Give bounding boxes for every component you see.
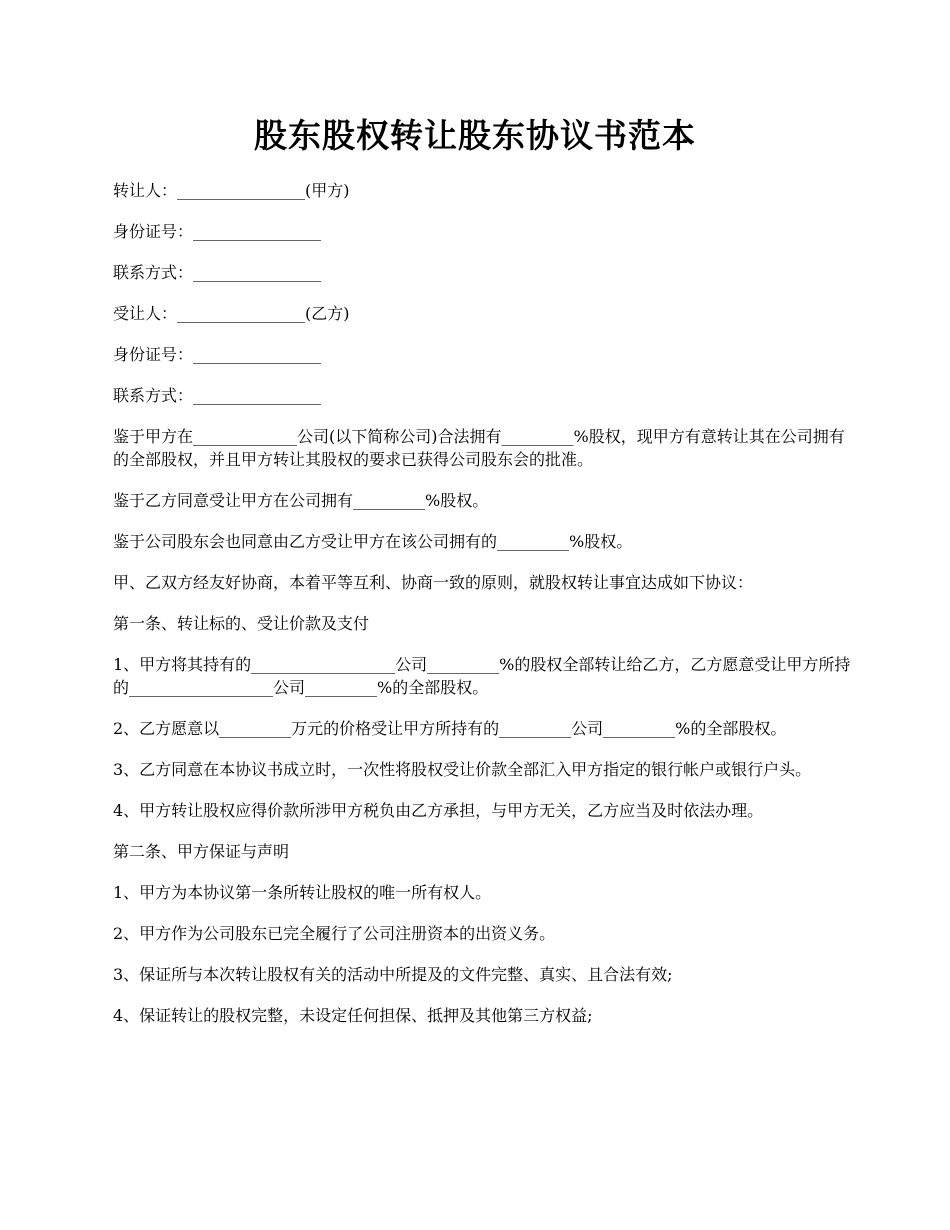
transferee-contact-line: 联系方式：________________ [113,386,322,405]
clause-paragraph: 3、保证所与本次转让股权有关的活动中所提及的文件完整、真实、且合法有效; [113,965,673,984]
transferee-id-line: 身份证号：________________ [113,345,322,364]
clause-paragraph: 3、乙方同意在本协议书成立时，一次性将股权受让价款全部汇入甲方指定的银行帐户或银行户头。 [113,760,812,779]
article-heading: 第一条、转让标的、受让价款及支付 [113,614,370,633]
recital-paragraph: 鉴于甲方在_____________公司(以下简称公司)合法拥有_________%股权，现甲方有意转让其在公司拥有的全部股权，并且甲方转让其股权的要求已获得公司股东会的批准。 [113,427,845,469]
recital-paragraph: 鉴于公司股东会也同意由乙方受让甲方在该公司拥有的_________%股权。 [113,532,633,551]
clause-paragraph: 1、甲方为本协议第一条所转让股权的唯一所有权人。 [113,883,492,902]
transferor-line: 转让人：________________(甲方) [113,181,350,200]
transferor-contact-line: 联系方式：________________ [113,263,322,282]
transferor-id-line: 身份证号：________________ [113,222,322,241]
document-body [113,179,851,1045]
clause-paragraph: 4、甲方转让股权应得价款所涉甲方税负由乙方承担，与甲方无关，乙方应当及时依法办理。 [113,801,764,820]
agreement-intro: 甲、乙双方经友好协商，本着平等互利、协商一致的原则，就股权转让事宜达成如下协议： [113,573,754,592]
clause-paragraph: 2、甲方作为公司股东已完全履行了公司注册资本的出资义务。 [113,924,556,943]
article-heading: 第二条、甲方保证与声明 [113,842,290,861]
clause-paragraph: 2、乙方愿意以_________万元的价格受让甲方所持有的_________公司_________%的全部股权。 [113,719,787,738]
clause-paragraph: 4、保证转让的股权完整，未设定任何担保、抵押及其他第三方权益; [113,1006,593,1025]
transferee-line: 受让人：________________(乙方) [113,304,350,323]
clause-paragraph: 1、甲方将其持有的__________________公司_________%的股权全部转让给乙方，乙方愿意受让甲方所持的__________________公司_________%的全部股权。 [113,655,851,697]
document-title: 股东股权转让股东协议书范本 [254,116,696,155]
recital-paragraph: 鉴于乙方同意受让甲方在公司拥有_________%股权。 [113,491,489,510]
